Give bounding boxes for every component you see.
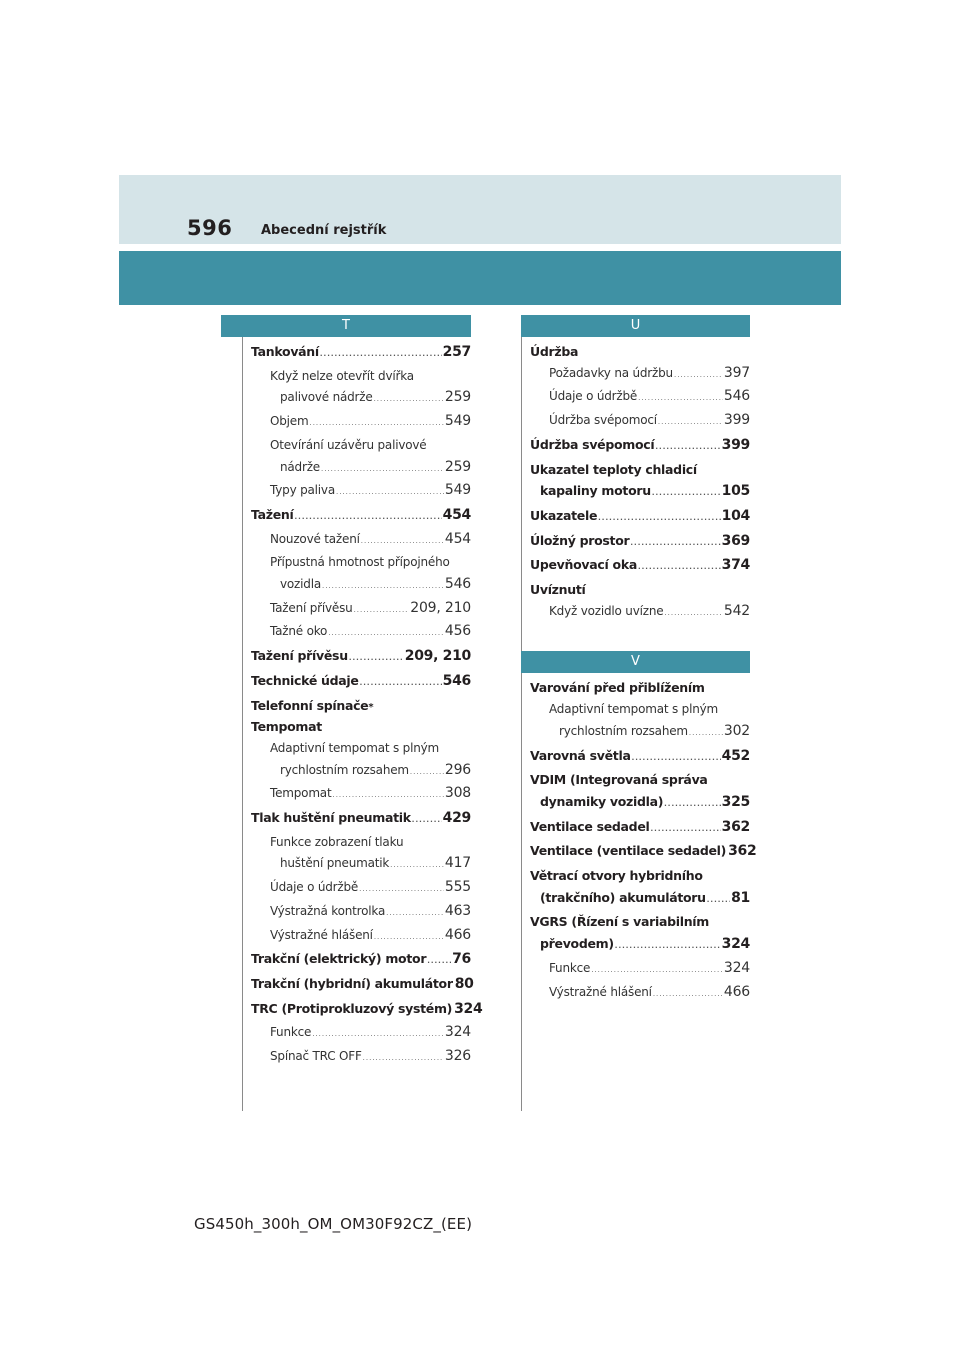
entry-label: Trakční (hybridní) akumulátor: [251, 975, 453, 991]
entry-label: Tlak huštění pneumatik: [251, 810, 411, 826]
index-subentry: [251, 1046, 471, 1070]
page-ref: 399: [723, 412, 750, 429]
entry-label: (trakčního) akumulátoru: [540, 889, 706, 905]
leader-dots: [707, 890, 730, 912]
header-bar: [119, 251, 841, 305]
entry-label: dynamiky vozidla): [540, 793, 664, 809]
leader-dots: [361, 531, 444, 553]
page-ref: 296: [444, 761, 471, 778]
entry-label: Požadavky na údržbu: [549, 365, 673, 380]
index-entry: [251, 645, 471, 670]
page-ref: 466: [723, 983, 750, 1000]
entry-label: Údržba svépomocí: [549, 413, 657, 428]
entry-label: Ventilace sedadel: [530, 818, 650, 834]
entry-label: Uvíznutí: [530, 582, 586, 598]
index-subentry: [251, 457, 471, 481]
page-ref: 542: [723, 602, 750, 619]
page-ref: 463: [444, 902, 471, 919]
leader-dots: [653, 984, 723, 1006]
entry-label: Otevírání uzávěru palivové: [270, 437, 427, 452]
index-subentry: [251, 783, 471, 807]
index-subentry: [530, 699, 750, 721]
page-ref: 454: [442, 506, 471, 523]
entry-label: Objem: [270, 414, 309, 429]
page-ref: 326: [444, 1048, 471, 1065]
section-header-v: V: [521, 651, 750, 673]
index-subentry: [251, 925, 471, 949]
index-entry: [251, 716, 471, 738]
page-ref: 259: [444, 389, 471, 406]
index-entry: [251, 973, 474, 998]
entry-label: Údržba svépomocí: [530, 436, 655, 452]
page-ref: 209, 210: [410, 599, 471, 616]
leader-dots: [630, 533, 720, 555]
entry-label: kapaliny motoru: [540, 483, 651, 499]
section-u-entries: [521, 341, 750, 624]
index-entry: [530, 579, 750, 601]
entry-label: Telefonní spínače: [251, 697, 369, 713]
index-subentry: [530, 410, 750, 434]
entry-label: Varovná světla: [530, 747, 631, 763]
entry-label: Úložný prostor: [530, 532, 630, 548]
leader-dots: [664, 794, 721, 816]
index-entry: [530, 530, 750, 555]
leader-dots: [655, 437, 720, 459]
index-subentry: [530, 363, 750, 387]
entry-label: Varování před přiblížením: [530, 680, 705, 696]
leader-dots: [295, 507, 442, 529]
entry-label: Větrací otvory hybridního: [530, 868, 703, 884]
entry-label: Tažné oko: [270, 624, 328, 639]
page-ref: 302: [723, 722, 750, 739]
page-ref: 325: [721, 793, 750, 810]
index-entry: [530, 887, 750, 912]
index-entry: [530, 816, 750, 841]
page-ref: 399: [721, 436, 750, 453]
leader-dots: [658, 412, 723, 434]
entry-label: Funkce zobrazení tlaku: [270, 834, 404, 849]
entry-label: TRC (Protiprokluzový systém): [251, 1000, 453, 1016]
entry-label: VDIM (Integrovaná správa: [530, 772, 708, 788]
leader-dots: [651, 819, 721, 841]
leader-dots: [410, 762, 444, 784]
index-entry: [530, 505, 750, 530]
entry-label: Ventilace (ventilace sedadel): [530, 843, 727, 859]
entry-label: Funkce: [270, 1025, 312, 1040]
page-ref: 456: [444, 623, 471, 640]
entry-label: Spínač TRC OFF: [270, 1049, 362, 1064]
leader-dots: [360, 673, 442, 695]
page-ref: 324: [721, 936, 750, 953]
entry-label: Nouzové tažení: [270, 531, 360, 546]
index-entry: [530, 840, 757, 865]
index-subentry: [251, 877, 471, 901]
leader-dots: [374, 927, 444, 949]
page-number: 596: [187, 216, 233, 240]
page-ref: 546: [723, 388, 750, 405]
entry-label: Adaptivní tempomat s plným: [270, 740, 439, 755]
leader-dots: [674, 365, 723, 387]
page-ref: 397: [723, 364, 750, 381]
leader-dots: [638, 388, 723, 410]
page-ref: 417: [444, 855, 471, 872]
index-entry: [530, 459, 750, 481]
page-ref: 104: [721, 507, 750, 524]
entry-label: Když vozidlo uvízne: [549, 603, 664, 618]
leader-dots: [390, 855, 444, 877]
page-ref: 362: [721, 818, 750, 835]
leader-dots: [412, 810, 442, 832]
entry-label: Výstražná kontrolka: [270, 903, 386, 918]
entry-label: huštění pneumatik: [280, 856, 390, 871]
leader-dots: [322, 576, 444, 598]
entry-label: Tempomat: [251, 719, 322, 735]
index-entry: [251, 670, 471, 695]
leader-dots: [363, 1048, 444, 1070]
entry-label: Údržba: [530, 344, 579, 359]
leader-dots: [615, 936, 721, 958]
entry-label: Když nelze otevřít dvířka: [270, 368, 414, 383]
index-subentry: [530, 386, 750, 410]
index-entry: [530, 434, 750, 459]
page-ref: 549: [444, 413, 471, 430]
index-subentry: [251, 832, 471, 854]
index-subentry: [251, 387, 471, 411]
entry-label: Údaje o údržbě: [270, 880, 359, 895]
section-header-u: U: [521, 315, 750, 337]
page-ref: 452: [721, 747, 750, 764]
leader-dots: [598, 508, 721, 530]
index-subentry: [251, 621, 471, 645]
index-subentry: [251, 529, 471, 553]
index-entry: [530, 769, 750, 791]
section-t-entries: [242, 341, 483, 1070]
index-subentry: [251, 1022, 471, 1046]
page-ref: 80: [454, 975, 474, 992]
leader-dots: [349, 648, 404, 670]
entry-label: rychlostním rozsahem: [280, 762, 409, 777]
leader-dots: [689, 723, 723, 745]
index-subentry: [251, 435, 471, 457]
index-entry: [251, 504, 471, 529]
page-ref: 555: [444, 879, 471, 896]
page-ref: 362: [728, 843, 757, 860]
leader-dots: [664, 603, 722, 625]
entry-label: Tažení: [251, 506, 294, 522]
index-subentry: [251, 574, 471, 598]
index-subentry: [251, 552, 471, 574]
section-v-entries: [521, 677, 757, 1005]
index-entry: [251, 341, 471, 366]
entry-label: rychlostním rozsahem: [559, 723, 688, 738]
index-entry: [530, 791, 750, 816]
page-ref: 429: [442, 810, 471, 827]
leader-dots: [354, 600, 410, 622]
index-entry: [530, 480, 750, 505]
leader-dots: [359, 879, 444, 901]
index-subentry: [530, 982, 750, 1006]
index-column-left: [242, 315, 483, 1070]
leader-dots: [374, 389, 444, 411]
leader-dots: [309, 413, 443, 435]
entry-label: Ukazatele: [530, 507, 598, 523]
leader-dots: [320, 344, 442, 366]
page-ref: 454: [444, 530, 471, 547]
entry-label: Tankování: [251, 344, 319, 359]
page-ref: 546: [444, 576, 471, 593]
index-subentry: [251, 598, 471, 622]
page-ref: 466: [444, 926, 471, 943]
page-ref: 374: [721, 557, 750, 574]
entry-label: VGRS (Řízení s variabilním: [530, 914, 710, 930]
entry-label: Ukazatel teploty chladicí: [530, 461, 697, 477]
entry-label: Údaje o údržbě: [549, 389, 638, 404]
entry-label: převodem): [540, 936, 614, 952]
index-entry: [251, 998, 483, 1023]
entry-label: Přípustná hmotnost přípojného: [270, 555, 450, 570]
entry-label: Tempomat: [270, 786, 332, 801]
index-subentry: [251, 853, 471, 877]
page-ref: 324: [723, 959, 750, 976]
page-ref: 324: [444, 1024, 471, 1041]
leader-dots: [332, 785, 443, 807]
leader-dots: [312, 1024, 444, 1046]
page-ref: 209, 210: [404, 648, 471, 665]
entry-label: Technické údaje: [251, 672, 359, 688]
entry-label: palivové nádrže: [280, 390, 373, 405]
index-entry: [530, 677, 750, 699]
page-ref: 308: [444, 785, 471, 802]
page-ref: 257: [442, 344, 471, 360]
entry-label: Tažení přívěsu: [270, 600, 353, 615]
leader-dots: [328, 623, 444, 645]
page-ref: 105: [721, 483, 750, 500]
page-ref: 324: [454, 1000, 483, 1017]
index-entry: [530, 745, 750, 770]
index-entry: [530, 554, 750, 579]
index-subentry: [251, 738, 471, 760]
entry-label: Adaptivní tempomat s plným: [549, 702, 718, 717]
index-subentry: [530, 721, 750, 745]
index-subentry: [251, 760, 471, 784]
page-ref: 81: [731, 889, 750, 906]
index-entry: [251, 807, 471, 832]
entry-label: Upevňovací oka: [530, 557, 637, 573]
entry-label: nádrže: [280, 459, 320, 474]
index-entry: [530, 933, 750, 958]
index-entry: [251, 948, 471, 973]
leader-dots: [591, 960, 723, 982]
index-entry: [530, 341, 750, 363]
leader-dots: [336, 482, 444, 504]
index-subentry: [251, 411, 471, 435]
index-subentry: [251, 366, 471, 388]
index-entry: [530, 911, 750, 933]
page-ref: 546: [442, 672, 471, 689]
index-column-right: [521, 315, 757, 1005]
section-gap: [521, 624, 750, 651]
entry-label: Tažení přívěsu: [251, 648, 348, 664]
entry-label: Typy paliva: [270, 483, 335, 498]
leader-dots: [632, 748, 721, 770]
section-header-t: T: [221, 315, 471, 337]
page-ref: 549: [444, 482, 471, 499]
entry-label: vozidla: [280, 577, 321, 592]
page-ref: 369: [721, 532, 750, 549]
document-code: GS450h_300h_OM_OM30F92CZ_(EE): [194, 1215, 473, 1233]
index-subentry: [251, 480, 471, 504]
index-subentry: [530, 958, 750, 982]
index-subentry: [251, 901, 471, 925]
leader-dots: [386, 903, 444, 925]
index-subentry: [530, 601, 750, 625]
entry-label: Výstražné hlášení: [549, 984, 652, 999]
leader-dots: [638, 557, 721, 579]
leader-dots: [652, 483, 721, 505]
page-ref: 259: [444, 458, 471, 475]
leader-dots: [321, 459, 444, 481]
page-title: Abecední rejstřík: [261, 223, 387, 238]
entry-label: Funkce: [549, 960, 591, 975]
leader-dots: [427, 951, 451, 973]
entry-label: Výstražné hlášení: [270, 927, 373, 942]
entry-label: Trakční (elektrický) motor: [251, 951, 427, 967]
index-entry: [530, 865, 750, 887]
page-ref: 76: [452, 951, 471, 968]
index-entry: Telefonní spínače *: [251, 695, 471, 717]
